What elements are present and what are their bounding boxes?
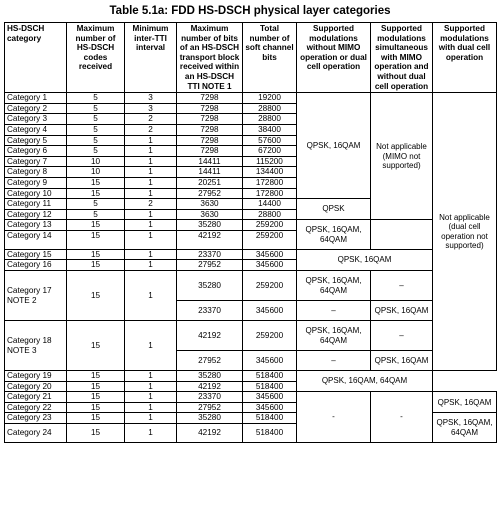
bits-cell: 23370 [177,249,243,260]
soft-bits-cell: 134400 [243,167,297,178]
bits-cell: 42192 [177,321,243,351]
mod-basic-mimo-cell: QPSK, 16QAM [297,249,433,270]
bits-cell: 42192 [177,424,243,443]
soft-bits-cell: 345600 [243,249,297,260]
codes-cell: 15 [67,188,125,199]
category-cell: Category 12 [5,209,67,220]
col-header-mod-basic: Supported modulations without MIMO operation or dual cell operation [297,23,371,93]
tti-cell: 1 [125,392,177,403]
bits-cell: 3630 [177,199,243,210]
category-cell: Category 6 [5,146,67,157]
bits-cell: 35280 [177,371,243,382]
codes-cell: 15 [67,381,125,392]
codes-cell: 15 [67,220,125,231]
codes-cell: 15 [67,321,125,371]
soft-bits-cell: 259200 [243,230,297,249]
category-cell: Category 8 [5,167,67,178]
bits-cell: 7298 [177,93,243,104]
soft-bits-cell: 345600 [243,392,297,403]
tti-cell: 2 [125,199,177,210]
mod-basic-cell: - [297,392,371,443]
col-header-category: HS-DSCH category [5,23,67,93]
tti-cell: 1 [125,146,177,157]
mod-basic-mimo-cell: QPSK, 16QAM, 64QAM [297,371,433,392]
col-header-bits: Maximum number of bits of an HS-DSCH transport block received within an HS-DSCH TTI NOTE 1 [177,23,243,93]
tti-cell: 1 [125,135,177,146]
tti-cell: 1 [125,413,177,424]
category-cell: Category 20 [5,381,67,392]
mod-mimo-cell: – [371,321,433,351]
bits-cell: 23370 [177,392,243,403]
tti-cell: 3 [125,103,177,114]
tti-cell: 1 [125,156,177,167]
tti-cell: 1 [125,249,177,260]
bits-cell: 14411 [177,167,243,178]
codes-cell: 15 [67,392,125,403]
mod-basic-cell: QPSK, 16QAM, 64QAM [297,321,371,351]
bits-cell: 23370 [177,301,243,321]
bits-cell: 42192 [177,230,243,249]
mod-basic-cell: QPSK [297,199,371,220]
table-row [5,371,497,382]
category-cell: Category 24 [5,424,67,443]
category-cell: Category 19 [5,371,67,382]
mod-mimo-cell: QPSK, 16QAM [371,351,433,371]
tti-cell: 1 [125,402,177,413]
codes-cell: 15 [67,371,125,382]
tti-cell: 1 [125,260,177,271]
tti-cell: 2 [125,124,177,135]
table-row [5,220,497,231]
category-cell: Category 15 [5,249,67,260]
bits-cell: 3630 [177,209,243,220]
bits-cell: 35280 [177,271,243,301]
soft-bits-cell: 259200 [243,220,297,231]
soft-bits-cell: 28800 [243,103,297,114]
codes-cell: 15 [67,260,125,271]
bits-cell: 20251 [177,177,243,188]
category-cell: Category 5 [5,135,67,146]
soft-bits-cell: 345600 [243,260,297,271]
tti-cell: 1 [125,381,177,392]
soft-bits-cell: 345600 [243,301,297,321]
category-cell: Category 11 [5,199,67,210]
soft-bits-cell: 518400 [243,371,297,382]
soft-bits-cell: 115200 [243,156,297,167]
tti-cell: 2 [125,114,177,125]
tti-cell: 1 [125,371,177,382]
mod-dual-cell-cell: QPSK, 16QAM [433,392,497,413]
codes-cell: 15 [67,177,125,188]
mod-dual-cell-cell: Not applicable (dual cell operation not supported) [433,93,497,371]
table-row [5,392,497,403]
table-row [5,93,497,104]
tti-cell: 1 [125,271,177,321]
soft-bits-cell: 259200 [243,271,297,301]
tti-cell: 1 [125,321,177,371]
category-cell: Category 17 NOTE 2 [5,271,67,321]
hs-dsch-categories-table [4,22,497,443]
codes-cell: 5 [67,114,125,125]
soft-bits-cell: 67200 [243,146,297,157]
soft-bits-cell: 172800 [243,188,297,199]
mod-mimo-cell [371,220,433,250]
mod-mimo-cell: QPSK, 16QAM [371,301,433,321]
category-cell: Category 7 [5,156,67,167]
category-cell: Category 16 [5,260,67,271]
bits-cell: 7298 [177,146,243,157]
category-cell: Category 21 [5,392,67,403]
mod-basic-cell: – [297,301,371,321]
bits-cell: 14411 [177,156,243,167]
category-cell: Category 10 [5,188,67,199]
codes-cell: 5 [67,93,125,104]
mod-dual-cell-cell: QPSK, 16QAM, 64QAM [433,413,497,443]
bits-cell: 42192 [177,381,243,392]
mod-basic-cell: – [297,351,371,371]
mod-mimo-cell: - [371,392,433,443]
soft-bits-cell: 14400 [243,199,297,210]
codes-cell: 5 [67,209,125,220]
category-cell: Category 2 [5,103,67,114]
header-row [5,23,497,93]
category-cell: Category 22 [5,402,67,413]
codes-cell: 15 [67,230,125,249]
tti-cell: 3 [125,93,177,104]
tti-cell: 1 [125,167,177,178]
category-cell: Category 14 [5,230,67,249]
soft-bits-cell: 28800 [243,209,297,220]
codes-cell: 5 [67,103,125,114]
tti-cell: 1 [125,209,177,220]
col-header-tti: Minimum inter-TTI interval [125,23,177,93]
soft-bits-cell: 345600 [243,351,297,371]
codes-cell: 15 [67,413,125,424]
tti-cell: 1 [125,230,177,249]
bits-cell: 27952 [177,402,243,413]
bits-cell: 35280 [177,220,243,231]
codes-cell: 5 [67,146,125,157]
mod-basic-cell: QPSK, 16QAM, 64QAM [297,271,371,301]
bits-cell: 27952 [177,188,243,199]
tti-cell: 1 [125,188,177,199]
tti-cell: 1 [125,424,177,443]
category-cell: Category 3 [5,114,67,125]
table-row [5,249,497,260]
bits-cell: 27952 [177,351,243,371]
soft-bits-cell: 259200 [243,321,297,351]
tti-cell: 1 [125,177,177,188]
bits-cell: 27952 [177,260,243,271]
table-title: Table 5.1a: FDD HS-DSCH physical layer categories [109,5,391,17]
soft-bits-cell: 38400 [243,124,297,135]
soft-bits-cell: 19200 [243,93,297,104]
category-cell: Category 4 [5,124,67,135]
bits-cell: 35280 [177,413,243,424]
mod-mimo-cell: Not applicable (MIMO not supported) [371,93,433,220]
codes-cell: 5 [67,124,125,135]
category-cell: Category 13 [5,220,67,231]
category-cell: Category 18 NOTE 3 [5,321,67,371]
tti-cell: 1 [125,220,177,231]
soft-bits-cell: 345600 [243,402,297,413]
col-header-mod-dual-cell: Supported modulations with dual cell operation [433,23,497,93]
bits-cell: 7298 [177,103,243,114]
mod-mimo-cell: – [371,271,433,301]
codes-cell: 15 [67,249,125,260]
table-row [5,321,497,351]
codes-cell: 15 [67,402,125,413]
col-header-mod-mimo: Supported modulations simultaneous with MIMO operation and without dual cell operation [371,23,433,93]
bits-cell: 7298 [177,124,243,135]
category-cell: Category 9 [5,177,67,188]
codes-cell: 5 [67,135,125,146]
table-row [5,271,497,301]
soft-bits-cell: 28800 [243,114,297,125]
codes-cell: 15 [67,271,125,321]
category-cell: Category 1 [5,93,67,104]
col-header-soft-bits: Total number of soft channel bits [243,23,297,93]
soft-bits-cell: 518400 [243,413,297,424]
codes-cell: 10 [67,167,125,178]
soft-bits-cell: 518400 [243,381,297,392]
category-cell: Category 23 [5,413,67,424]
soft-bits-cell: 172800 [243,177,297,188]
codes-cell: 10 [67,156,125,167]
soft-bits-cell: 57600 [243,135,297,146]
codes-cell: 5 [67,199,125,210]
bits-cell: 7298 [177,114,243,125]
bits-cell: 7298 [177,135,243,146]
col-header-codes: Maximum number of HS-DSCH codes received [67,23,125,93]
codes-cell: 15 [67,424,125,443]
mod-basic-cell: QPSK, 16QAM [297,93,371,199]
mod-basic-cell: QPSK, 16QAM, 64QAM [297,220,371,250]
soft-bits-cell: 518400 [243,424,297,443]
